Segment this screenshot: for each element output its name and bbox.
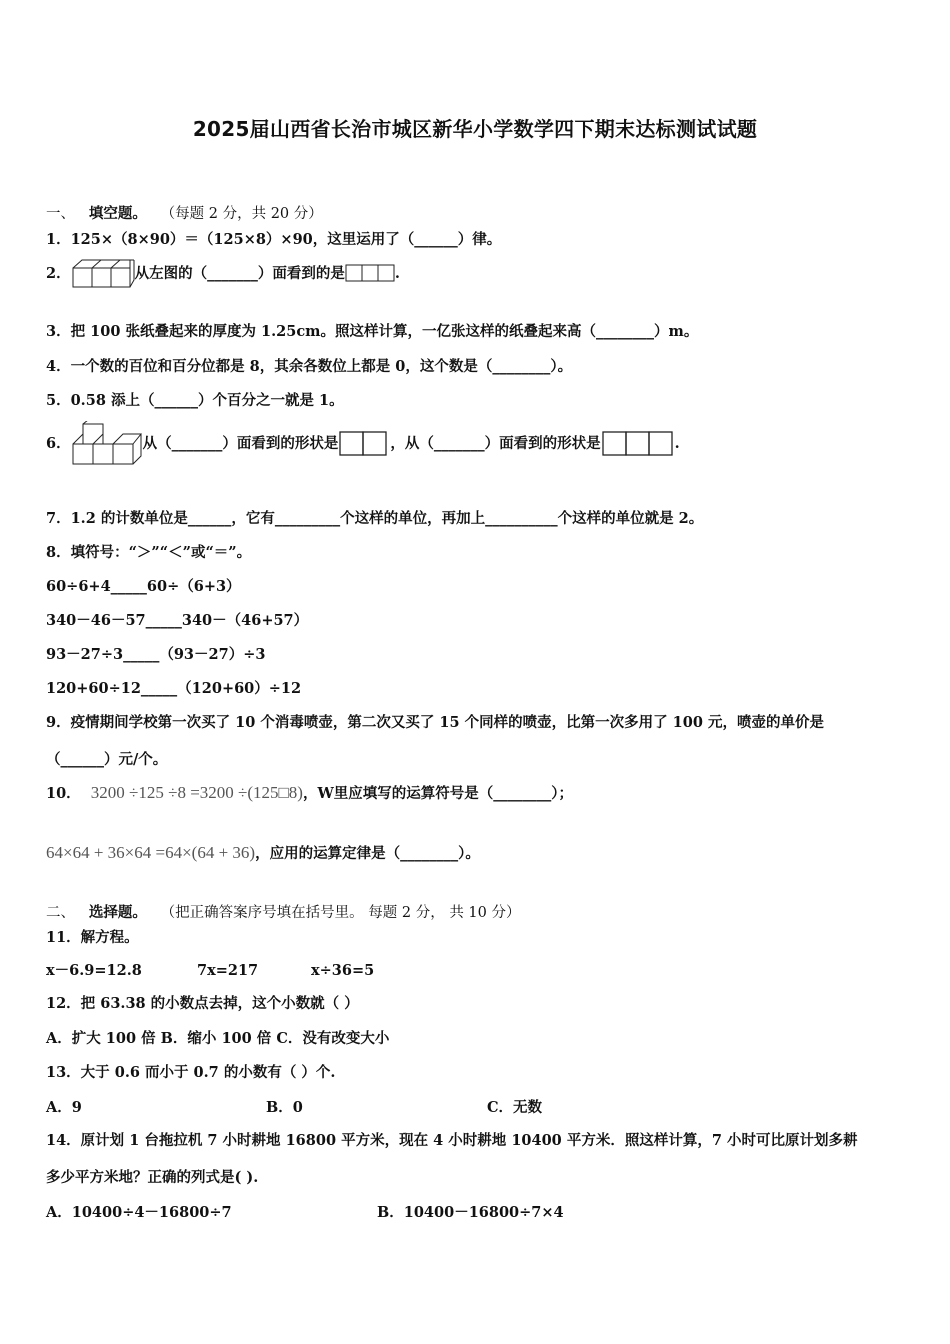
section-1-number: 一、 <box>46 206 75 222</box>
option-a: A．10400÷4－16800÷7 <box>46 1204 232 1221</box>
option-b: B．10400－16800÷7×4 <box>377 1204 564 1221</box>
question-8-item: 340－46－57_____340－（46+57） <box>46 612 309 629</box>
equation-item: x－6.9=12.8 <box>46 962 142 979</box>
question-8-item: 93－27÷3_____（93－27）÷3 <box>46 646 266 663</box>
question-10-text-1: ，W里应填写的运算符号是（________）； <box>302 785 574 802</box>
three-squares-row-figure <box>601 429 675 459</box>
question-14-line-1: 14．原计划 1 台拖拉机 7 小时耕地 16800 平方米，现在 4 小时耕地 10400 平方米．照这样计算，7 小时可比原计划多耕 <box>46 1132 858 1149</box>
option-b: B．0 <box>266 1099 303 1116</box>
section-1-note: （每题 2 分，共 20 分） <box>160 206 323 222</box>
question-10-line-2 <box>46 842 480 863</box>
question-10-number: 10． <box>46 785 81 802</box>
question-6-end: . <box>674 435 680 452</box>
page-title: 2025届山西省长治市城区新华小学数学四下期末达标测试试题 <box>192 117 758 141</box>
section-2-header <box>46 901 521 922</box>
question-10-expression-2: 64×64 + 36×64 =64×(64 + 36) <box>46 843 256 862</box>
two-squares-view-figure <box>338 429 390 459</box>
question-8-header: 8．填符号：“＞”“＜”或“＝”。 <box>46 544 252 561</box>
question-14-line-2: 多少平方米地？正确的列式是( ). <box>46 1169 259 1186</box>
question-2-end: . <box>394 265 400 282</box>
question-6 <box>46 421 680 467</box>
question-11-equations <box>46 959 374 980</box>
equation-item: x÷36=5 <box>311 962 375 979</box>
question-13-options <box>46 1096 542 1117</box>
question-12-options: A．扩大 100 倍 B．缩小 100 倍 C．没有改变大小 <box>46 1030 390 1047</box>
cube-stack-figure <box>71 258 135 290</box>
question-2 <box>46 258 400 290</box>
question-10-line-1 <box>46 782 573 803</box>
question-4: 4．一个数的百位和百分位都是 8，其余各数位上都是 0，这个数是（________）。 <box>46 358 573 375</box>
section-2-note: （把正确答案序号填在括号里。 每题 2 分， 共 10 分） <box>160 905 521 921</box>
three-squares-view-figure <box>345 263 395 285</box>
option-a: A．9 <box>46 1099 82 1116</box>
question-10-expression-1: 3200 ÷125 ÷8 =3200 ÷(125□8) <box>90 783 303 802</box>
section-1-name: 填空题。 <box>88 205 147 222</box>
question-5: 5．0.58 添上（______）个百分之一就是 1。 <box>46 392 344 409</box>
question-6-text-2: ，从（_______）面看到的形状是 <box>390 435 601 452</box>
question-9-line-2: （______）元/个。 <box>46 751 168 768</box>
equation-item: 7x=217 <box>197 962 259 979</box>
question-14-options <box>46 1201 564 1222</box>
question-2-text: 从左图的（_______）面看到的是 <box>134 265 345 282</box>
question-13-header: 13．大于 0.6 而小于 0.7 的小数有（ ）个. <box>46 1064 336 1081</box>
option-c: C．无数 <box>487 1099 543 1116</box>
question-3: 3．把 100 张纸叠起来的厚度为 1.25cm。照这样计算，一亿张这样的纸叠起来高（________）m。 <box>46 323 699 340</box>
section-1-header <box>46 202 323 223</box>
question-1: 1．125×（8×90）＝（125×8）×90，这里运用了（______）律。 <box>46 231 502 248</box>
question-8-item: 120+60÷12_____（120+60）÷12 <box>46 680 302 697</box>
question-11-header: 11．解方程。 <box>46 929 139 946</box>
stacked-cubes-figure <box>71 421 143 467</box>
question-9-line-1: 9．疫情期间学校第一次买了 10 个消毒喷壶，第二次又买了 15 个同样的喷壶，比第一次多用了 100 元，喷壶的单价是 <box>46 714 824 731</box>
question-6-number: 6． <box>46 435 71 452</box>
question-12-header: 12．把 63.38 的小数点去掉，这个小数就（ ） <box>46 995 359 1012</box>
question-8-item: 60÷6+4_____60÷（6+3） <box>46 578 241 595</box>
question-6-text-1: 从（_______）面看到的形状是 <box>142 435 339 452</box>
question-7: 7．1.2 的计数单位是______，它有_________个这样的单位，再加上__________个这样的单位就是 2。 <box>46 510 704 527</box>
question-2-number: 2． <box>46 265 71 282</box>
section-2-number: 二、 <box>46 905 75 921</box>
question-10-text-2: ，应用的运算定律是（________）。 <box>255 845 480 862</box>
section-2-name: 选择题。 <box>88 904 147 921</box>
